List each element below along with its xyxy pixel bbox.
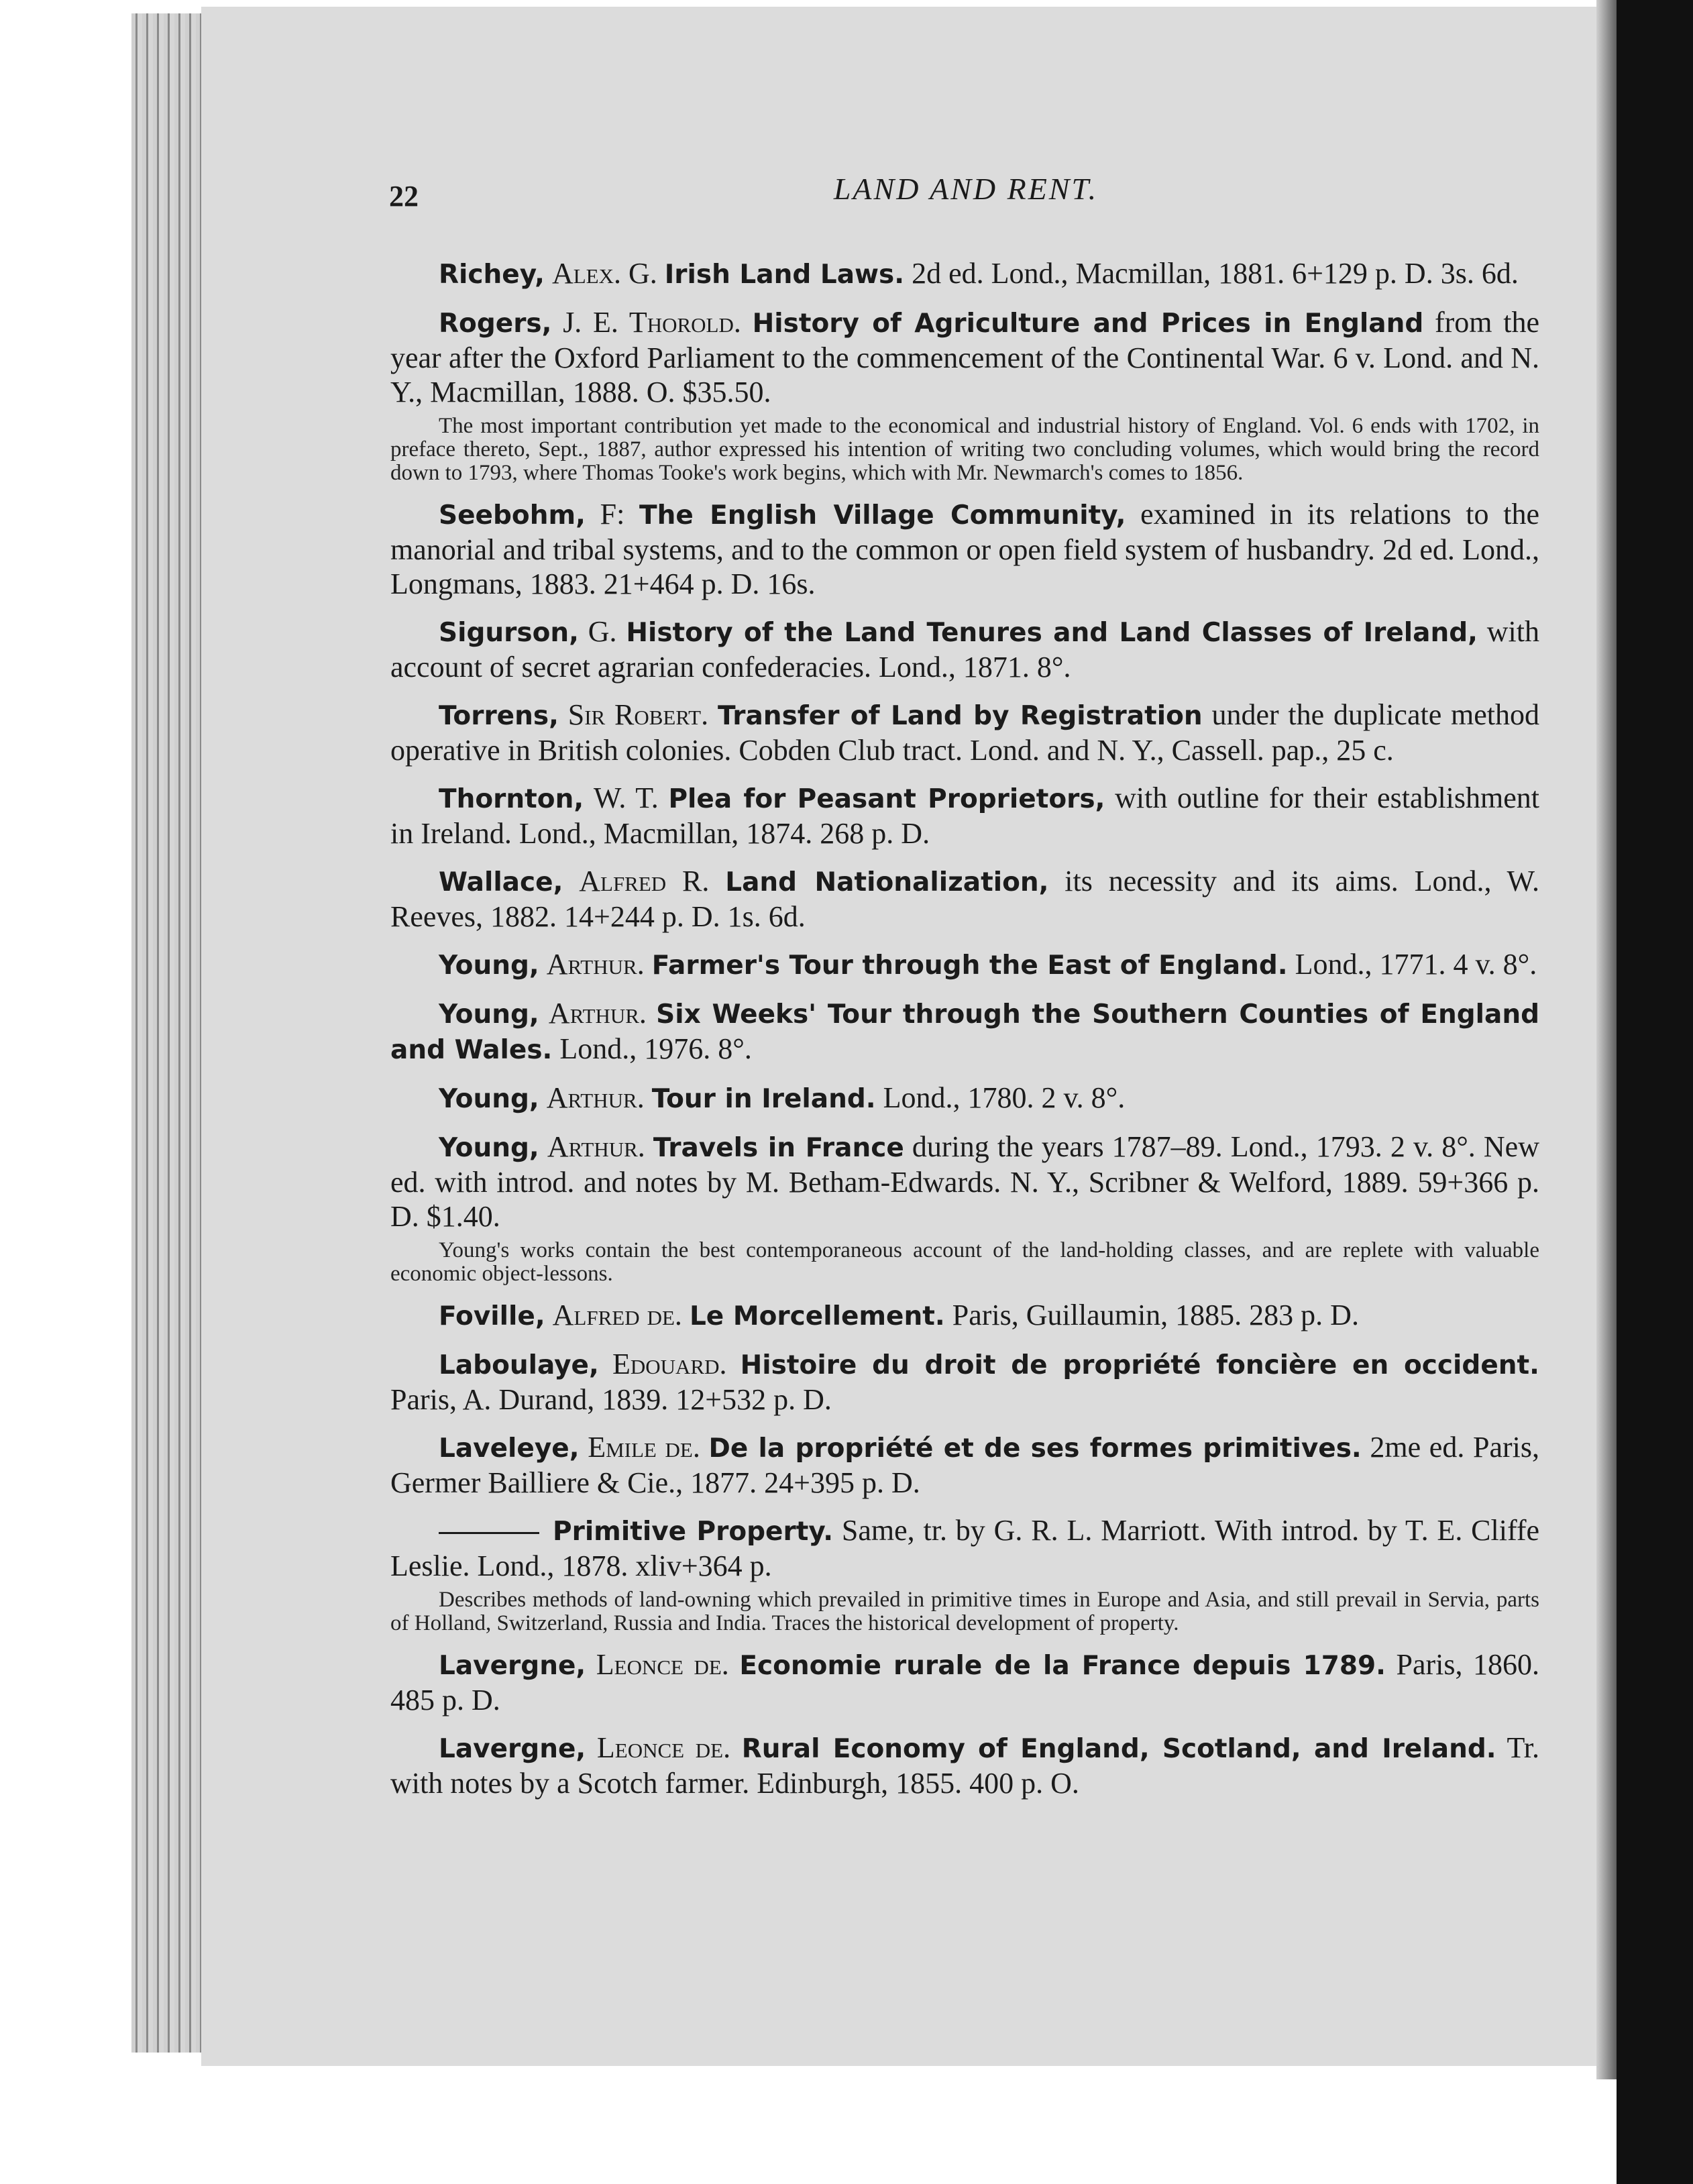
entry-author-name: Alfred de. (552, 1299, 682, 1331)
entry-details: Paris, A. Durand, 1839. 12+532 p. D. (390, 1383, 832, 1416)
bibliography-entry (390, 305, 1539, 409)
bibliography-entry (390, 256, 1539, 292)
entry-author-name: Arthur. (546, 1081, 645, 1114)
entry-author-name: Emile de. (588, 1431, 700, 1464)
bibliography-entry (390, 1513, 1539, 1583)
bibliography-entry (390, 1298, 1539, 1333)
bibliography-entry (390, 996, 1539, 1067)
entry-author: Wallace, (439, 867, 563, 897)
entry-title: Rural Economy of England, Scotland, and Ireland. (741, 1734, 1496, 1764)
entry-details: Lond., 1780. 2 v. 8°. (875, 1081, 1126, 1114)
entry-title: Plea for Peasant Proprietors, (668, 784, 1105, 814)
entry-author-name: W. T. (593, 781, 659, 814)
entry-details: with outline for their establishment in Ireland. Lond., Macmillan, 1874. 268 p. D. (390, 781, 1540, 850)
entry-author: Young, (439, 999, 539, 1030)
entry-details: from the year after the Oxford Parliament to the commencement of the Continental War. 6 v. Lond. and N. Y., Macmillan, 1888. O. $35.50. (390, 306, 1539, 408)
entry-title: History of Agriculture and Prices in England (752, 309, 1424, 339)
bibliography-entry (390, 1347, 1539, 1417)
entry-annotation: Describes methods of land-owning which prevailed in primitive times in Europe and Asia, and still prevail in Servia, parts of Holland, Switzerland, Russia and India. Traces the historical development of property. (390, 1588, 1539, 1635)
entry-annotation: The most important contribution yet made to the economical and industrial history of England. Vol. 6 ends with 1702, in preface thereto, Sept., 1887, author expressed his intention of writing two concluding volumes, which would bring the record down to 1793, where Thomas Tooke's work begins, which with Mr. Newmarch's comes to 1856. (390, 414, 1539, 485)
entry-author-name: Arthur. (547, 1130, 645, 1163)
entry-author-name: G. (588, 615, 617, 648)
page-edges-stack (131, 13, 205, 2053)
entry-details: under the duplicate method operative in British colonies. Cobden Club tract. Lond. and N. Y., Cassell. pap., 25 c. (390, 698, 1540, 767)
entry-author-name: Leonce de. (596, 1648, 729, 1681)
scan-background-right (1617, 0, 1693, 2184)
scan-background-left (0, 0, 127, 2184)
bibliography-entry (390, 614, 1539, 684)
entry-author: Young, (439, 1084, 539, 1114)
entry-title: Six Weeks' Tour through the Southern Counties of England and Wales. (390, 999, 1540, 1065)
entry-author: Laboulaye, (439, 1350, 599, 1380)
entry-title: Tour in Ireland. (651, 1084, 876, 1114)
entry-details: Tr. with notes by a Scotch farmer. Edinburgh, 1855. 400 p. O. (390, 1731, 1540, 1800)
entry-author: Torrens, (439, 701, 559, 731)
entry-author-name: F: (600, 498, 625, 531)
entry-details: its necessity and its aims. Lond., W. Reeves, 1882. 14+244 p. D. 1s. 6d. (390, 865, 1539, 933)
bibliography-entry (390, 864, 1539, 934)
bibliography-entry (390, 947, 1539, 983)
bibliography-entry (390, 1647, 1539, 1717)
entry-author: Seebohm, (439, 500, 586, 531)
entry-title: Land Nationalization, (725, 867, 1049, 897)
entry-details: 2d ed. Lond., Macmillan, 1881. 6+129 p. D. 3s. 6d. (904, 257, 1519, 290)
entry-title: The English Village Community, (639, 500, 1126, 531)
bibliography-entry (390, 781, 1539, 851)
page-header (389, 171, 1543, 218)
entry-title: Economie rurale de la France depuis 1789. (739, 1651, 1386, 1681)
entry-author: Lavergne, (439, 1734, 586, 1764)
entry-title: Le Morcellement. (689, 1301, 945, 1331)
entry-author-name: Alfred R. (579, 865, 710, 897)
entry-details: Lond., 1976. 8°. (552, 1032, 752, 1065)
entry-author-name: Leonce de. (596, 1731, 731, 1764)
entry-title: Travels in France (653, 1133, 904, 1163)
entry-details: Same, tr. by G. R. L. Marriott. With introd. by T. E. Cliffe Leslie. Lond., 1878. xliv+364 p. (390, 1514, 1540, 1582)
entry-author: Foville, (439, 1301, 545, 1331)
entry-author: Lavergne, (439, 1651, 586, 1681)
entry-title: Histoire du droit de propriété foncière en occident. (740, 1350, 1539, 1380)
entry-author: Thornton, (439, 784, 584, 814)
entry-title: Farmer's Tour through the East of England. (651, 950, 1288, 981)
entry-author: Richey, (439, 260, 545, 290)
entry-author-name: Edouard. (612, 1348, 727, 1380)
page-number: 22 (389, 180, 419, 213)
entry-details: examined in its relations to the manorial and tribal systems, and to the common or open field system of husbandry. 2d ed. Lond., Longmans, 1883. 21+464 p. D. 16s. (390, 498, 1539, 600)
bibliography-entry (390, 1130, 1539, 1234)
bibliography-entry (390, 1081, 1539, 1116)
entry-author: Young, (439, 950, 539, 981)
entry-author: Laveleye, (439, 1433, 580, 1464)
entry-author-name: J. E. Thorold. (563, 306, 741, 339)
entry-author: Rogers, (439, 309, 552, 339)
entry-title: History of the Land Tenures and Land Classes of Ireland, (626, 618, 1478, 648)
entry-author: Young, (439, 1133, 539, 1163)
entry-title: Primitive Property. (553, 1517, 834, 1547)
bibliography-entry (390, 1430, 1539, 1500)
bibliography-list (390, 256, 1539, 1814)
entry-details: 2me ed. Paris, Germer Bailliere & Cie., 1877. 24+395 p. D. (390, 1431, 1539, 1499)
ditto-dash (439, 1532, 539, 1534)
entry-title: Irish Land Laws. (664, 260, 905, 290)
entry-author-name: Alex. G. (551, 257, 657, 290)
bibliography-entry (390, 1731, 1539, 1800)
bibliography-entry (390, 698, 1539, 767)
entry-title: De la propriété et de ses formes primitives. (708, 1433, 1362, 1464)
entry-details: Paris, 1860. 485 p. D. (390, 1648, 1540, 1716)
entry-author-name: Arthur. (546, 948, 645, 981)
entry-details: Paris, Guillaumin, 1885. 283 p. D. (944, 1299, 1359, 1331)
entry-details: Lond., 1771. 4 v. 8°. (1287, 948, 1537, 981)
entry-author-name: Sir Robert. (567, 698, 709, 731)
entry-details: with account of secret agrarian confederacies. Lond., 1871. 8°. (390, 615, 1540, 684)
entry-author: Sigurson, (439, 618, 579, 648)
entry-title: Transfer of Land by Registration (717, 701, 1203, 731)
bibliography-entry (390, 497, 1539, 601)
entry-author-name: Arthur. (548, 997, 647, 1030)
entry-details: during the years 1787–89. Lond., 1793. 2 v. 8°. New ed. with introd. and notes by M. Betham-Edwards. N. Y., Scribner & Welford, 1889. 59+366 p. D. $1.40. (390, 1130, 1539, 1233)
running-title: LAND AND RENT. (833, 172, 1099, 206)
entry-annotation: Young's works contain the best contemporaneous account of the land-holding classes, and are replete with valuable economic object-lessons. (390, 1238, 1539, 1286)
